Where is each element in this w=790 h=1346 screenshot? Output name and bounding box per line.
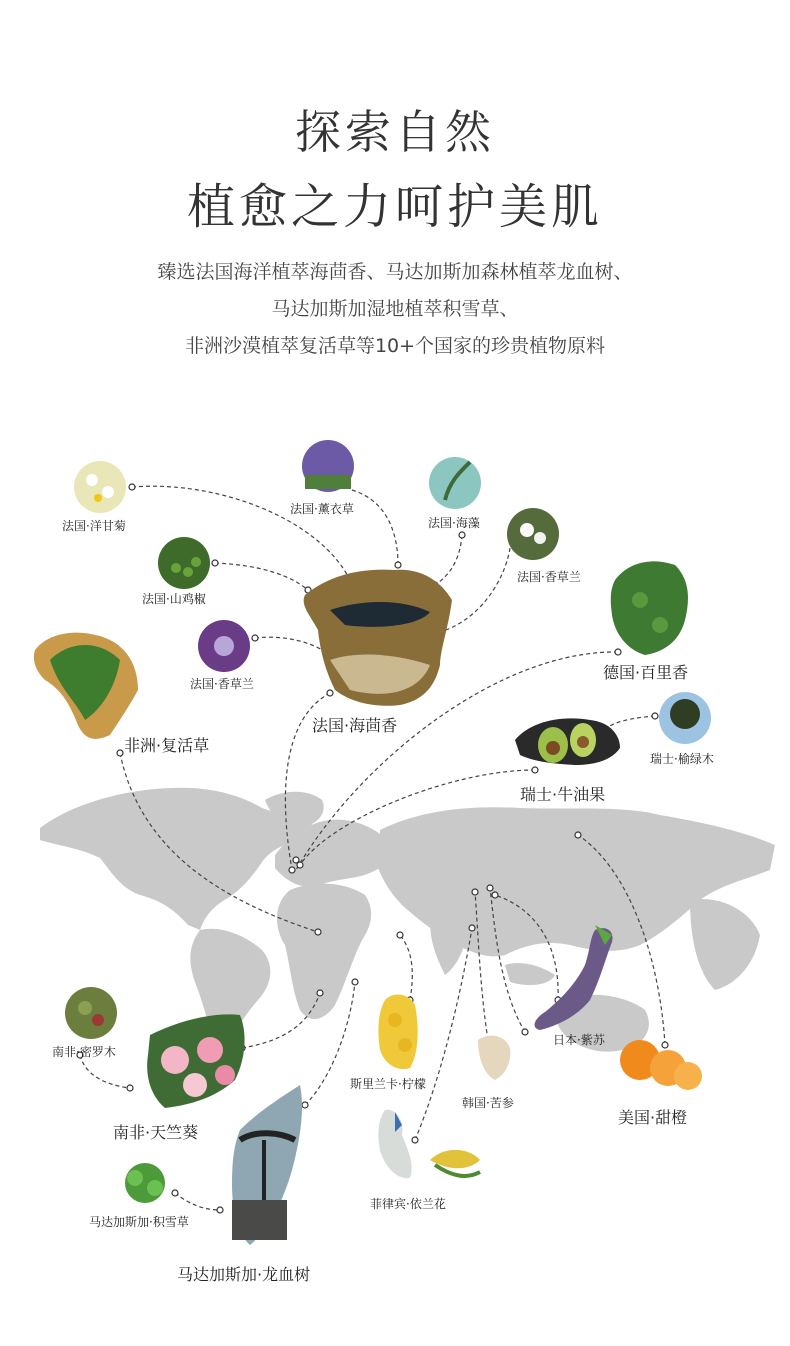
label-korea-ginseng: 韩国·苦参 — [462, 1096, 514, 1110]
label-japan-perilla: 日本·紫苏 — [553, 1033, 605, 1047]
germany-photo-map — [611, 561, 688, 655]
label-madagascar-dragon: 马达加斯加·龙血树 — [177, 1265, 311, 1284]
seaweed-photo — [429, 457, 481, 509]
label-france-fennel: 法国·海茴香 — [312, 716, 398, 735]
label-france-chamomile: 法国·洋甘菊 — [62, 519, 126, 533]
vanilla-flower-photo — [507, 508, 559, 560]
label-south-africa-rosemary: 南非·密罗木 — [52, 1045, 116, 1059]
korea-photo-map — [478, 1036, 510, 1080]
label-france-lavender: 法国·薰衣草 — [290, 502, 354, 516]
label-usa-orange: 美国·甜橙 — [618, 1108, 688, 1127]
description-line-3: 非洲沙漠植萃复活草等10+个国家的珍贵植物原料 — [184, 335, 606, 357]
africa-map — [277, 884, 371, 1019]
label-france-seaweed: 法国·海藻 — [428, 516, 480, 530]
label-africa-resurrection: 非洲·复活草 — [124, 736, 210, 755]
description-line-1: 臻选法国海洋植萃海茴香、马达加斯加森林植萃龙血树、 — [157, 261, 633, 283]
label-madagascar-centella: 马达加斯加·积雪草 — [89, 1215, 189, 1229]
rosewood-photo — [65, 987, 117, 1039]
chamomile-photo — [74, 461, 126, 513]
label-swiss-elm: 瑞士·榆绿木 — [650, 752, 714, 766]
label-philippines-ylang: 菲律宾·依兰花 — [370, 1197, 446, 1211]
label-france-vanilla: 法国·香草兰 — [190, 677, 254, 691]
label-south-africa-geranium: 南非·天竺葵 — [113, 1123, 199, 1142]
label-france-pepper: 法国·山鸡椒 — [142, 592, 206, 606]
sri-lanka-photo-map — [378, 995, 417, 1070]
pepper-photo — [158, 537, 210, 589]
title-line-2: 植愈之力呵护美肌 — [186, 179, 603, 235]
title-line-1: 探索自然 — [295, 105, 495, 159]
label-swiss-avocado: 瑞士·牛油果 — [520, 785, 606, 804]
east-land — [690, 899, 760, 990]
label-germany-thyme: 德国·百里香 — [603, 663, 689, 682]
label-france-vanilla-top: 法国·香草兰 — [517, 570, 581, 584]
sea-islands — [505, 963, 555, 985]
label-sri-lanka-lemon: 斯里兰卡·柠檬 — [350, 1077, 426, 1091]
description-line-2: 马达加斯加湿地植萃积雪草、 — [271, 298, 519, 320]
